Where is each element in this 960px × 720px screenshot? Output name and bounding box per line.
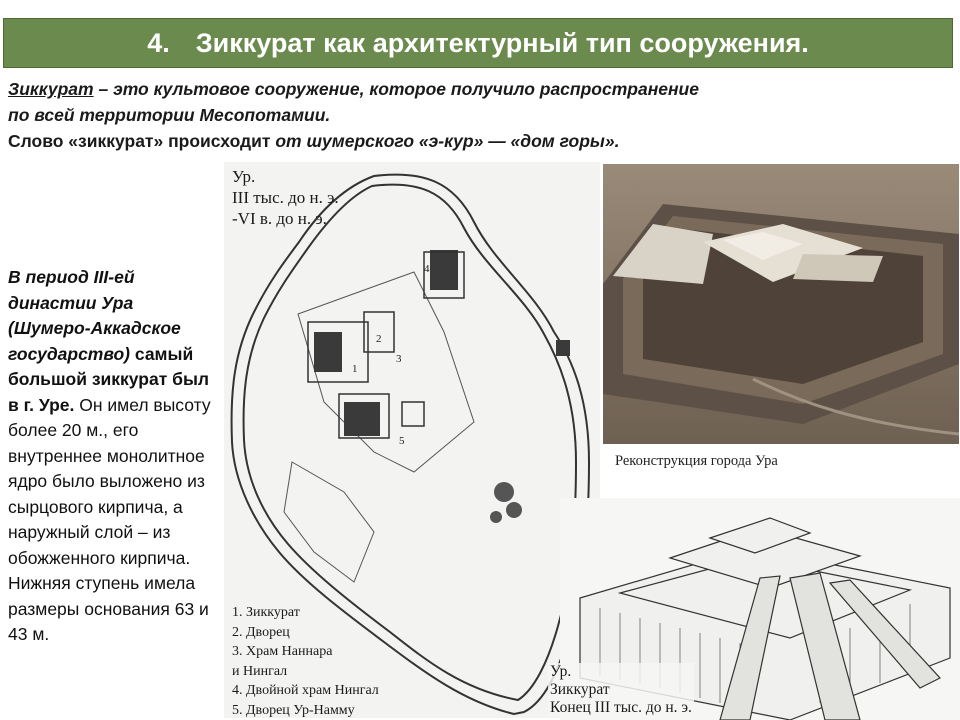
side-body: Он имел высоту более 20 м., его внутреннее монолитное ядро было выложено из сырцового кирпича, а наружный слой – из обожженного кирпича. Нижняя ступень имела размеры основания 63 и 43 м. xyxy=(8,394,211,644)
side-bold xyxy=(8,267,209,415)
etymology-source: от шумерского «э-кур» — «дом горы». xyxy=(275,131,620,151)
legend-item: 3. Храм Наннара xyxy=(232,644,333,659)
caption-line: Ур. xyxy=(550,663,572,680)
legend-item: 5. Дворец Ур-Намму xyxy=(232,702,355,718)
plan-number: 3 xyxy=(396,353,402,365)
legend-item: и Нингал xyxy=(232,663,288,679)
definition: – это культовое сооружение, которое получило распространение xyxy=(93,79,699,99)
reconstruction-caption: Реконструкция города Ура xyxy=(615,453,778,469)
slide-title xyxy=(3,18,953,68)
ziggurat-caption xyxy=(548,663,694,717)
plan-title-line: Ур. xyxy=(232,167,256,186)
term: Зиккурат xyxy=(8,79,94,99)
plan-title-line: -VI в. до н. э. xyxy=(232,209,327,228)
plan-legend xyxy=(232,603,379,720)
definition-line xyxy=(8,76,868,102)
side-bold-italic: В период III-ей династии Ура (Шумеро-Аккадское государство) xyxy=(8,267,181,364)
caption-line: Конец III тыс. до н. э. xyxy=(550,699,692,716)
plan-number: 4 xyxy=(424,263,430,275)
plan-number: 5 xyxy=(399,435,405,447)
slide-title-text: Зиккурат как архитектурный тип сооружения. xyxy=(195,27,809,58)
etymology-line xyxy=(8,128,868,154)
plan-number: 1 xyxy=(352,363,358,375)
legend-item: 1. Зиккурат xyxy=(232,605,300,620)
plan-title-line: III тыс. до н. э. xyxy=(232,188,339,207)
legend-item: 4. Двойной храм Нингал xyxy=(232,683,379,698)
etymology-start: Слово «зиккурат» происходит xyxy=(8,131,276,151)
intro-text xyxy=(8,76,868,154)
side-bold-end: самый большой зиккурат был в г. Уре. xyxy=(8,343,210,415)
side-text xyxy=(8,265,220,648)
plan-number: 2 xyxy=(376,333,382,345)
caption-line: Зиккурат xyxy=(550,681,610,698)
definition-line-2: по всей территории Месопотамии. xyxy=(8,105,331,125)
legend-item: 2. Дворец xyxy=(232,624,290,640)
reconstruction-image xyxy=(603,164,959,444)
slide-number: 4. xyxy=(147,27,170,58)
